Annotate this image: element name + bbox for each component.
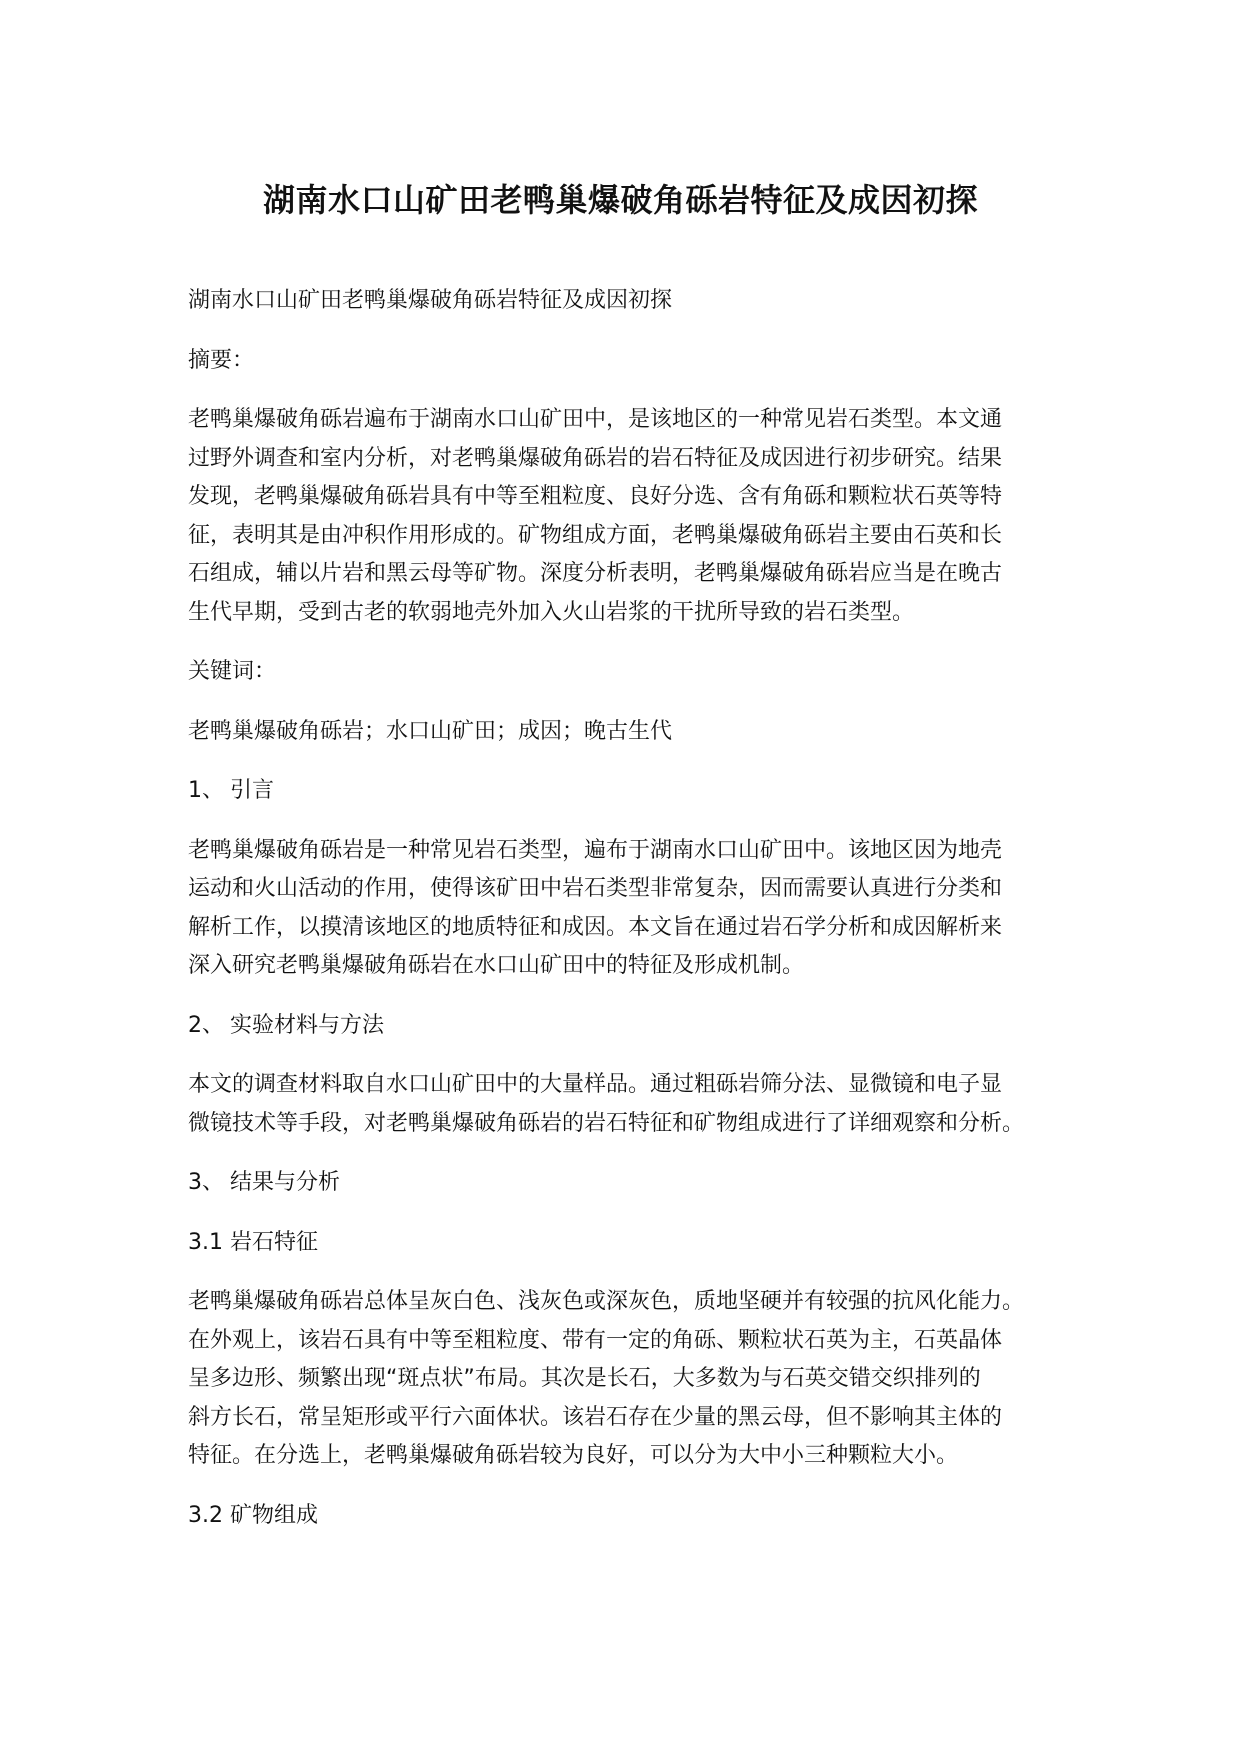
subsection-3-1-heading: 3.1 岩石特征 <box>188 1229 318 1255</box>
paragraph-line: 斜方长石，常呈矩形或平行六面体状。该岩石存在少量的黑云母，但不影响其主体的 <box>188 1404 1003 1430</box>
paragraph-line: 解析工作，以摸清该地区的地质特征和成因。本文旨在通过岩石学分析和成因解析来 <box>188 914 1003 940</box>
paragraph-line: 呈多边形、频繁出现“斑点状”布局。其次是长石，大多数为与石英交错交织排列的 <box>188 1366 981 1391</box>
section-number: 3、 <box>188 1170 224 1195</box>
section-title: 实验材料与方法 <box>230 1012 385 1038</box>
section-title: 引言 <box>230 778 275 803</box>
paragraph-line: 本文的调查材料取自水口山矿田中的大量样品。通过粗砾岩筛分法、显微镜和电子显 <box>188 1072 1003 1097</box>
subsection-3-2-heading: 3.2 矿物组成 <box>188 1502 318 1528</box>
section-2-heading <box>188 1007 1068 1046</box>
paragraph-line: 深入研究老鸭巢爆破角砾岩在水口山矿田中的特征及形成机制。 <box>188 953 805 978</box>
paragraph-line: 微镜技术等手段，对老鸭巢爆破角砾岩的岩石特征和矿物组成进行了详细观察和分析。 <box>188 1110 1025 1136</box>
section-3-heading <box>188 1164 1068 1203</box>
section-1-heading <box>188 772 1068 811</box>
abstract-line: 发现，老鸭巢爆破角砾岩具有中等至粗粒度、良好分选、含有角砾和颗粒状石英等特 <box>188 484 1003 509</box>
section-number: 2、 <box>188 1012 224 1038</box>
abstract-line: 征，表明其是由冲积作用形成的。矿物组成方面，老鸭巢爆破角砾岩主要由石英和长 <box>188 522 1003 548</box>
abstract-line: 过野外调查和室内分析，对老鸭巢爆破角砾岩的岩石特征及成因进行初步研究。结果 <box>188 445 1003 471</box>
document-body <box>188 282 1068 1556</box>
section-1-paragraph <box>188 832 1068 986</box>
paragraph-line: 特征。在分选上，老鸭巢爆破角砾岩较为良好，可以分为大中小三种颗粒大小。 <box>188 1443 959 1468</box>
paragraph-line: 在外观上，该岩石具有中等至粗粒度、带有一定的角砾、颗粒状石英为主，石英晶体 <box>188 1327 1003 1353</box>
keywords-text: 老鸭巢爆破角砾岩；水口山矿田；成因；晚古生代 <box>188 718 673 744</box>
section-2-paragraph <box>188 1066 1068 1143</box>
section-number: 1、 <box>188 778 224 803</box>
abstract-line: 老鸭巢爆破角砾岩遍布于湖南水口山矿田中，是该地区的一种常见岩石类型。本文通 <box>188 407 1003 432</box>
abstract-line: 石组成，辅以片岩和黑云母等矿物。深度分析表明，老鸭巢爆破角砾岩应当是在晚古 <box>188 561 1003 586</box>
section-3-1-paragraph <box>188 1283 1068 1476</box>
subtitle: 湖南水口山矿田老鸭巢爆破角砾岩特征及成因初探 <box>188 288 673 313</box>
paragraph-line: 老鸭巢爆破角砾岩是一种常见岩石类型，遍布于湖南水口山矿田中。该地区因为地壳 <box>188 837 1003 863</box>
abstract-paragraph <box>188 401 1068 632</box>
paragraph-line: 老鸭巢爆破角砾岩总体呈灰白色、浅灰色或深灰色，质地坚硬并有较强的抗风化能力。 <box>188 1289 1025 1314</box>
keywords-label: 关键词： <box>188 659 277 684</box>
abstract-label: 摘要： <box>188 347 255 373</box>
document-title: 湖南水口山矿田老鸭巢爆破角砾岩特征及成因初探 <box>262 181 978 219</box>
section-title: 结果与分析 <box>230 1170 341 1195</box>
abstract-line: 生代早期，受到古老的软弱地壳外加入火山岩浆的干扰所导致的岩石类型。 <box>188 599 915 625</box>
paragraph-line: 运动和火山活动的作用，使得该矿田中岩石类型非常复杂，因而需要认真进行分类和 <box>188 876 1003 901</box>
